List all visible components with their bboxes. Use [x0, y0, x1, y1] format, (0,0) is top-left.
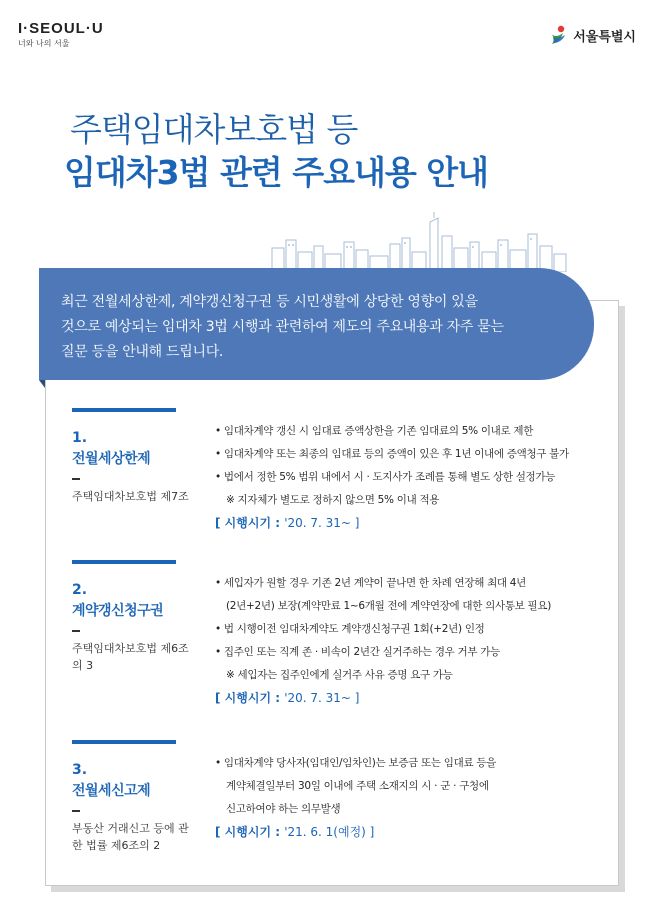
effective-date — [215, 823, 615, 840]
section-title: 전월세상한제 — [72, 451, 151, 467]
effective-date — [215, 689, 615, 706]
list-item: • 법 시행이전 임대차계약도 계약갱신청구권 1회(+2년) 인정 — [215, 623, 485, 635]
iseoulu-logo-text: I·SEOUL·U — [18, 20, 104, 37]
iseoulu-logo-subtitle: 너와 나의 서울 — [18, 39, 70, 48]
page-title-line1: 주택임대차보호법 등 — [70, 110, 358, 149]
list-item: • 세입자가 원할 경우 기존 2년 계약이 끝나면 한 차례 연장해 최대 4년 — [215, 577, 527, 589]
effective-date-value: '21. 6. 1(예정) ] — [284, 825, 375, 839]
intro-line: 것으로 예상되는 임대차 3법 시행과 관련하여 제도의 주요내용과 자주 묻는 — [61, 319, 504, 335]
section-report-system — [72, 740, 612, 854]
list-item: • 임대차계약 당사자(임대인/임차인)는 보증금 또는 임대료 등을 — [215, 757, 497, 769]
list-item: • 임대차계약 또는 최종의 임대료 등의 증액이 있은 후 1년 이내에 증액청구 불가 — [215, 448, 569, 460]
list-note: ※ 세입자는 집주인에게 실거주 사유 증명 요구 가능 — [226, 669, 453, 681]
list-item: (2년+2년) 보장(계약만료 1~6개월 전에 계약연장에 대한 의사통보 필요) — [226, 600, 552, 612]
effective-date-value: '20. 7. 31~ ] — [284, 691, 360, 705]
section-number: 3. — [72, 762, 88, 778]
section-dash — [72, 478, 80, 480]
section-rent-cap — [72, 408, 612, 530]
section-number: 2. — [72, 582, 88, 598]
intro-line: 질문 등을 안내해 드립니다. — [61, 344, 224, 360]
section-title: 전월세신고제 — [72, 783, 151, 799]
section-divider-bar — [72, 560, 176, 564]
list-item: 계약체결일부터 30일 이내에 주택 소재지의 시 · 군 · 구청에 — [226, 780, 489, 792]
section-law-reference: 주택임대차보호법 제7조 — [72, 490, 189, 503]
section-divider-bar — [72, 740, 176, 744]
intro-banner — [39, 268, 594, 380]
list-item: • 임대차계약 갱신 시 임대료 증액상한을 기존 임대료의 5% 이내로 제한 — [215, 425, 534, 437]
effective-date-value: '20. 7. 31~ ] — [284, 516, 360, 530]
section-dash — [72, 810, 80, 812]
list-item: • 집주인 또는 직계 존 · 비속이 2년간 실거주하는 경우 거부 가능 — [215, 646, 500, 658]
effective-date — [215, 514, 615, 531]
city-skyline-illustration — [270, 212, 570, 272]
intro-text — [61, 290, 571, 365]
intro-line: 최근 전월세상한제, 계약갱신청구권 등 시민생활에 상당한 영향이 있을 — [61, 294, 478, 310]
section-title: 계약갱신청구권 — [72, 603, 164, 619]
section-renewal-right — [72, 560, 612, 705]
section-divider-bar — [72, 408, 176, 412]
seoul-symbol-icon — [547, 24, 569, 46]
section-items — [215, 752, 615, 840]
effective-date-label: [ 시행시기 : — [215, 691, 281, 705]
section-items — [215, 572, 615, 706]
banner-fold-shadow — [39, 380, 45, 388]
section-items — [215, 420, 615, 531]
section-dash — [72, 630, 80, 632]
effective-date-label: [ 시행시기 : — [215, 516, 281, 530]
list-note: ※ 지자체가 별도로 정하지 않으면 5% 이내 적용 — [226, 494, 440, 506]
section-number: 1. — [72, 430, 88, 446]
iseoulu-logo — [18, 20, 104, 49]
page-title-line2: 임대차3법 관련 주요내용 안내 — [64, 153, 488, 192]
section-law-reference: 부동산 거래신고 등에 관한 법률 제6조의 2 — [72, 822, 189, 852]
section-law-reference: 주택임대차보호법 제6조의 3 — [72, 642, 189, 672]
seoul-city-logo-text: 서울특별시 — [573, 29, 636, 45]
seoul-city-logo — [547, 24, 636, 46]
list-item: • 법에서 정한 5% 범위 내에서 시 · 도지사가 조례를 통해 별도 상한 설정가능 — [215, 471, 556, 483]
list-item: 신고하여야 하는 의무발생 — [226, 803, 341, 815]
effective-date-label: [ 시행시기 : — [215, 825, 281, 839]
